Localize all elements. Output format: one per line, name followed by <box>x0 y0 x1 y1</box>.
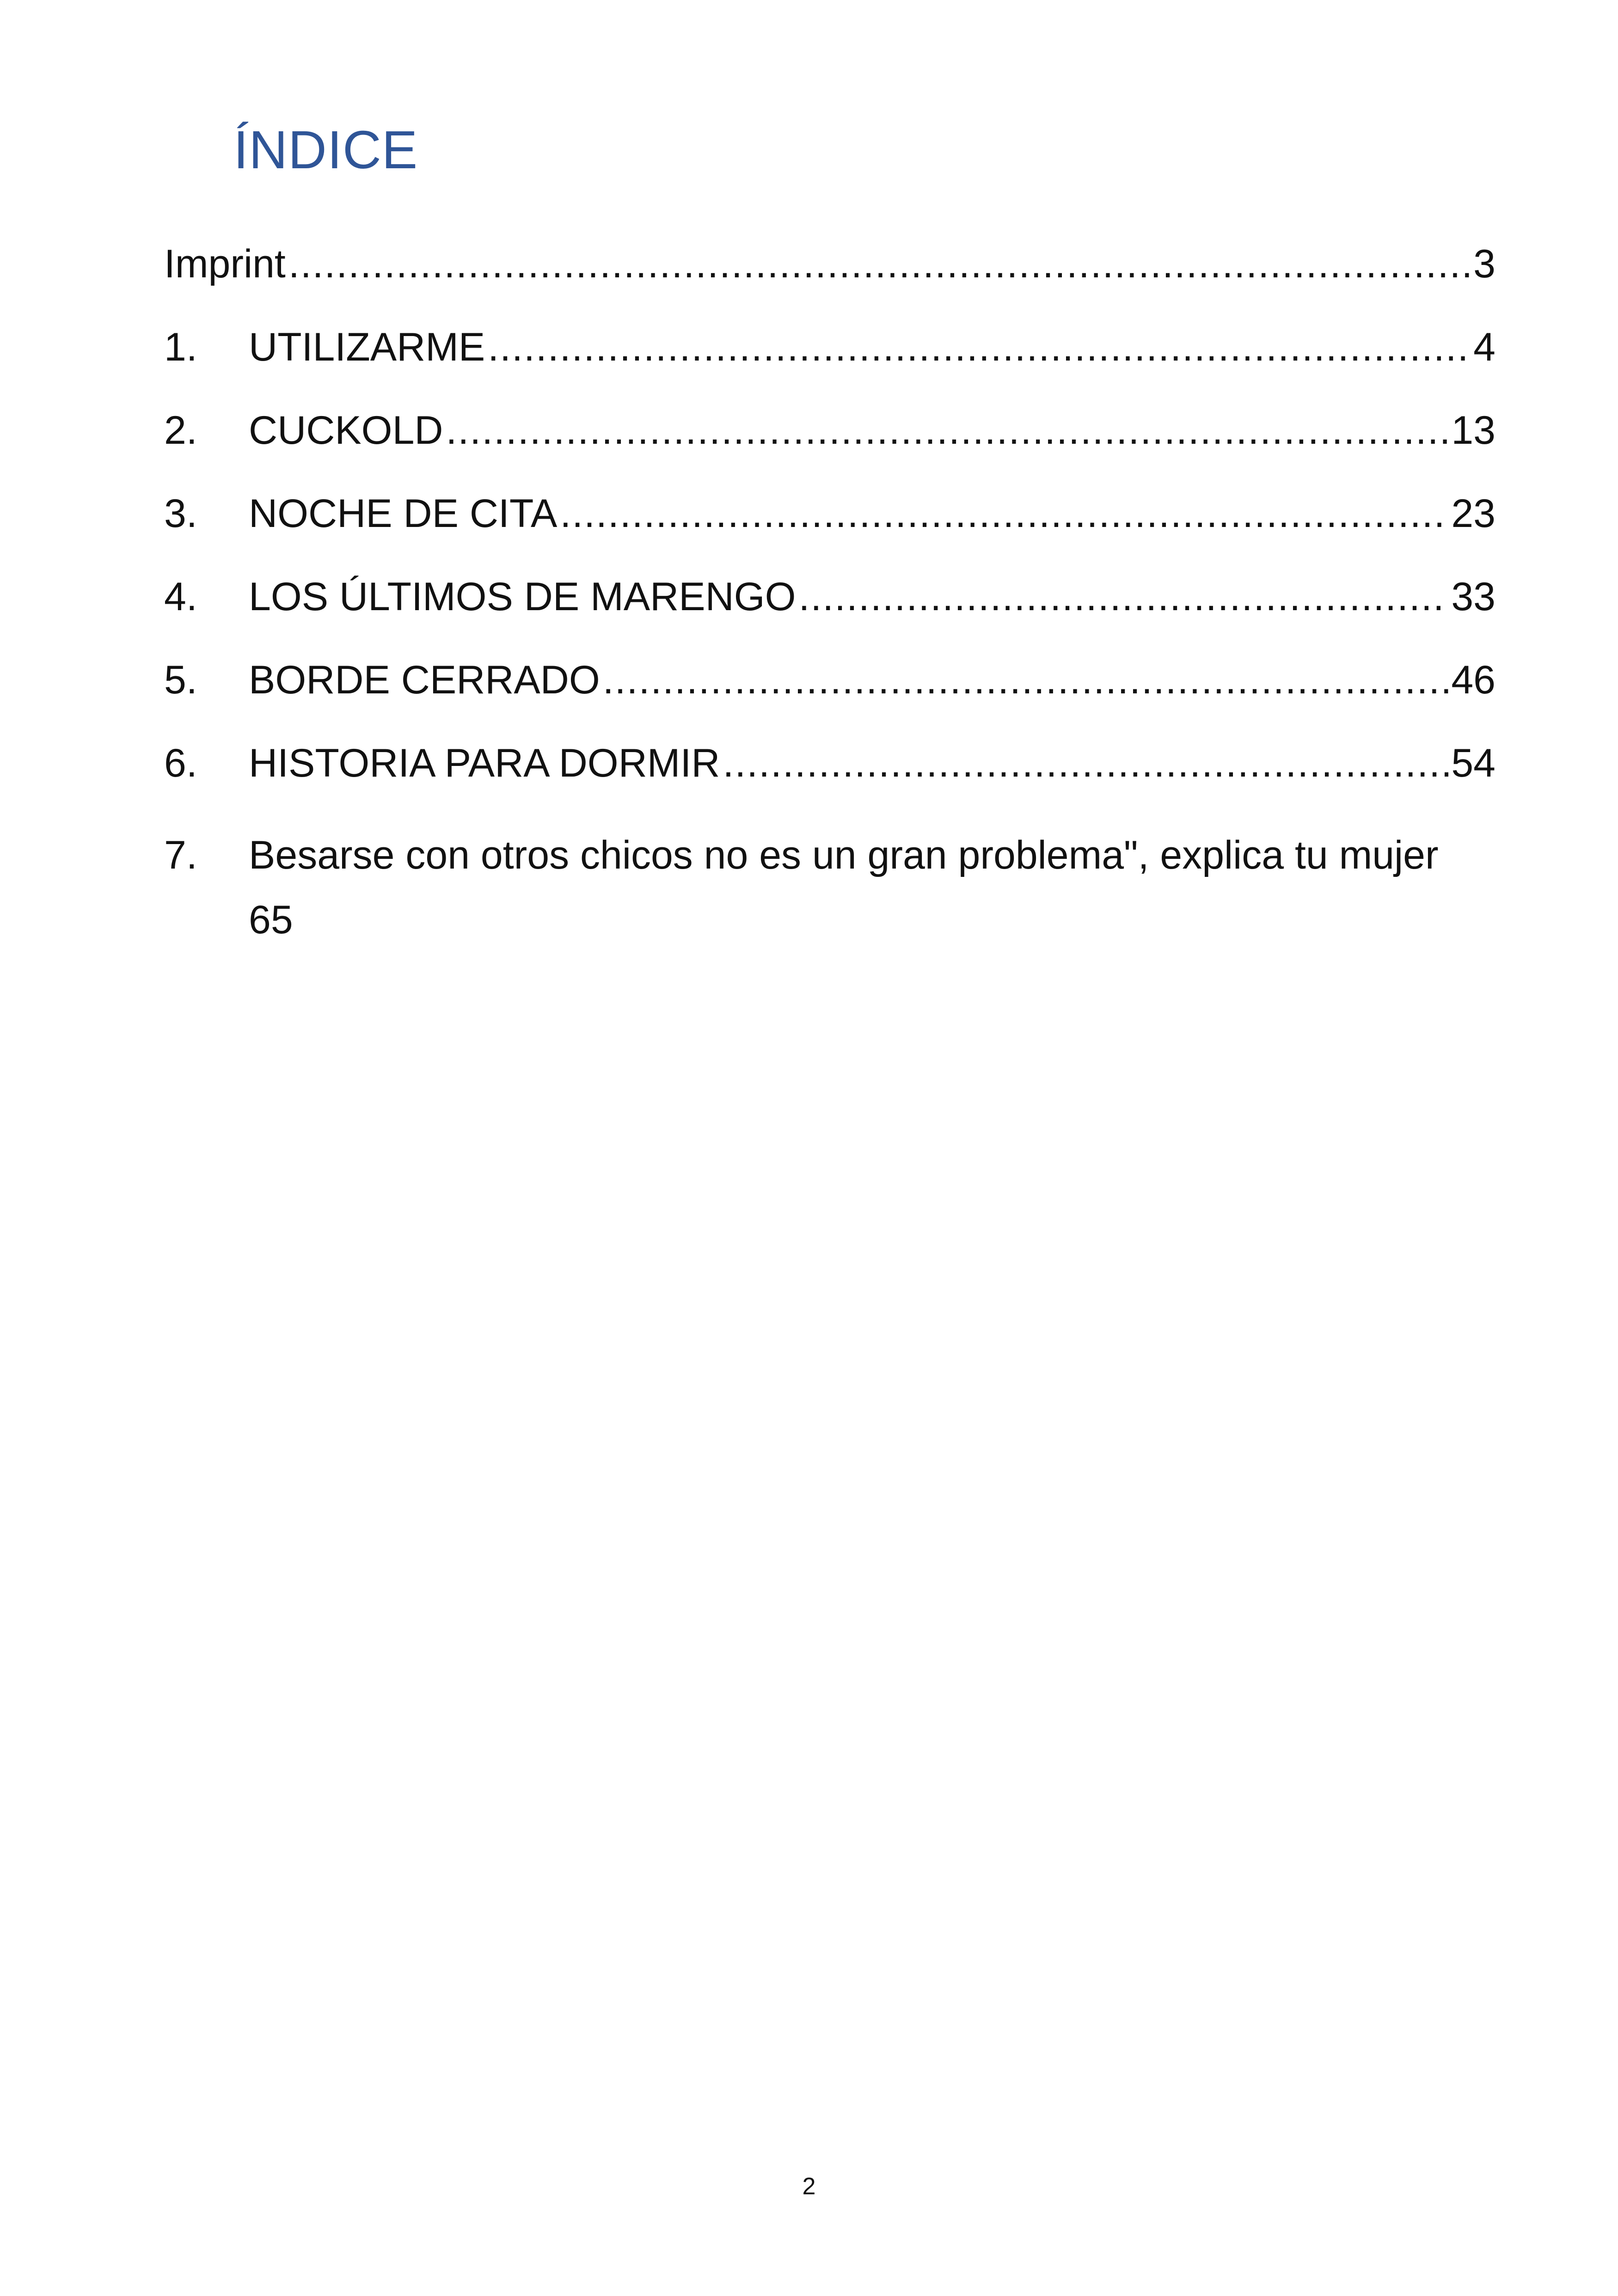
toc-entry-title: CUCKOLD <box>249 408 443 453</box>
toc-entry-number: 3. <box>164 491 197 536</box>
toc-entry-page: 23 <box>1451 491 1495 536</box>
toc-entry-number: 7. <box>164 833 197 877</box>
table-of-contents <box>164 240 1495 952</box>
toc-entry-title: Besarse con otros chicos no es un gran problema", explica tu mujer <box>249 833 1439 877</box>
toc-leader-dots <box>488 324 1471 371</box>
toc-entry-number: 1. <box>164 325 197 369</box>
toc-leader-dots <box>288 240 1471 288</box>
toc-leader-dots <box>798 573 1448 621</box>
toc-entry-imprint[interactable] <box>164 240 1495 324</box>
toc-entry-title: NOCHE DE CITA <box>249 491 558 536</box>
toc-entry-number: 4. <box>164 575 197 619</box>
toc-entry-title: Imprint <box>164 242 286 286</box>
toc-entry-3[interactable] <box>164 490 1495 573</box>
toc-entry-page: 13 <box>1451 408 1495 453</box>
toc-entry-5[interactable] <box>164 656 1495 740</box>
toc-entry-title: BORDE CERRADO <box>249 658 600 702</box>
toc-entry-title: HISTORIA PARA DORMIR <box>249 741 720 785</box>
toc-entry-number: 5. <box>164 658 197 702</box>
toc-entry-2[interactable] <box>164 407 1495 490</box>
toc-entry-page: 33 <box>1451 575 1495 619</box>
toc-leader-dots <box>560 490 1448 538</box>
toc-heading: ÍNDICE <box>233 120 418 180</box>
toc-entry-7[interactable] <box>164 823 1495 952</box>
page-number: 2 <box>802 2173 816 2200</box>
toc-entry-number: 2. <box>164 408 197 453</box>
toc-entry-6[interactable] <box>164 740 1495 823</box>
toc-leader-dots <box>723 740 1448 787</box>
toc-entry-page: 54 <box>1451 741 1495 785</box>
toc-entry-row <box>164 823 1495 888</box>
toc-entry-title: LOS ÚLTIMOS DE MARENGO <box>249 575 796 619</box>
toc-leader-dots <box>446 407 1449 454</box>
toc-entry-page: 65 <box>249 898 293 942</box>
toc-entry-page: 4 <box>1473 325 1495 369</box>
toc-entry-number: 6. <box>164 741 197 785</box>
toc-entry-page: 3 <box>1473 242 1495 286</box>
toc-entry-4[interactable] <box>164 573 1495 656</box>
toc-entry-page: 46 <box>1451 658 1495 702</box>
toc-entry-1[interactable] <box>164 324 1495 407</box>
toc-leader-dots <box>603 656 1449 704</box>
toc-entry-title: UTILIZARME <box>249 325 485 369</box>
